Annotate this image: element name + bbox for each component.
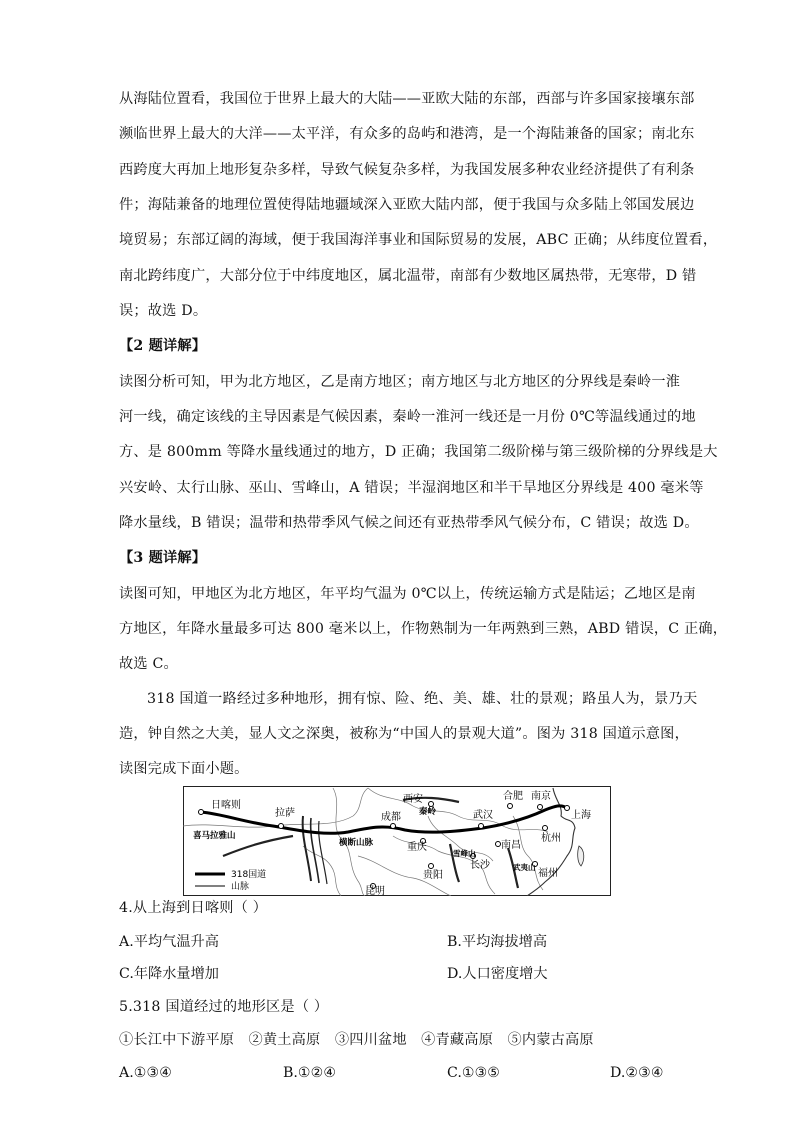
analysis1-line-2: 濒临世界上最大的大洋——太平洋，有众多的岛屿和港湾，是一个海陆兼备的国家；南北东 xyxy=(119,126,695,142)
q5-option-b[interactable]: B.①②④ xyxy=(283,1065,337,1081)
label-wuhan: 武汉 xyxy=(473,810,493,821)
label-guiyang: 贵阳 xyxy=(423,870,443,881)
analysis1-line-4: 件；海陆兼备的地理位置使得陆地疆域深入亚欧大陆内部，便于我国与众多陆上邻国发展边 xyxy=(119,197,695,213)
q2-line-3: 方、是 800mm 等降水量线通过的地方，D 正确；我国第二级阶梯与第三级阶梯的分界线是大 xyxy=(119,444,718,460)
q5-stem: 5.318 国道经过的地形区是（ ） xyxy=(119,999,329,1015)
q5-option-c[interactable]: C.①③⑤ xyxy=(447,1065,501,1081)
city-dot-rikaze xyxy=(199,810,204,815)
city-dot-nanchang xyxy=(496,842,501,847)
intro-line-2: 造，钟自然之大美，显人文之深奥，被称为“中国人的景观大道”。图为 318 国道示意图， xyxy=(119,726,689,742)
q3-line-2: 方地区，年降水量最多可达 800 毫米以上，作物熟制为一年两熟到三熟，ABD 错误，C 正确， xyxy=(119,621,728,637)
q5-option-a[interactable]: A.①③④ xyxy=(119,1065,172,1081)
label-xuefeng: 雪峰山 xyxy=(453,849,476,858)
analysis1-line-1: 从海陆位置看，我国位于世界上最大的大陆——亚欧大陆的东部，西部与许多国家接壤东部 xyxy=(119,91,695,107)
route-318-map xyxy=(183,786,611,896)
legend-mountain-label: 山脉 xyxy=(231,882,250,892)
map-svg xyxy=(183,786,611,896)
q2-line-5: 降水量线，B 错误；温带和热带季风气候之间还有亚热带季风气候分布，C 错误；故选 D。 xyxy=(119,515,699,531)
city-dot-lasa xyxy=(279,824,284,829)
city-dot-shanghai xyxy=(565,806,570,811)
q2-line-2: 河一线，确定该线的主导因素是气候因素，秦岭一淮河一线还是一月份 0℃等温线通过的地 xyxy=(119,409,696,425)
label-fuzhou: 福州 xyxy=(538,868,558,879)
q3-line-3: 故选 C。 xyxy=(119,656,178,672)
intro-line-1: 318 国道一路经过多种地形，拥有惊、险、绝、美、雄、壮的景观；路虽人为，景乃天 xyxy=(147,691,698,707)
city-dot-chengdu xyxy=(391,824,396,829)
label-lasa: 拉萨 xyxy=(275,808,295,819)
label-hangzhou: 杭州 xyxy=(541,833,561,844)
label-nanjing: 南京 xyxy=(531,791,551,802)
label-shanghai: 上海 xyxy=(571,810,591,821)
q3-heading: 【3 题详解】 xyxy=(119,550,207,566)
analysis1-line-5: 境贸易；东部辽阔的海域，便于我国海洋事业和国际贸易的发展，ABC 正确；从纬度位置看， xyxy=(119,232,718,248)
label-himalaya: 喜马拉雅山 xyxy=(193,831,236,841)
q2-line-4: 兴安岭、太行山脉、巫山、雪峰山，A 错误；半湿润地区和半干旱地区分界线是 400 毫米等 xyxy=(119,480,704,496)
analysis1-line-3: 西跨度大再加上地形复杂多样，导致气候复杂多样，为我国发展多种农业经济提供了有利条 xyxy=(119,162,695,178)
analysis1-line-6: 南北跨纬度广，大部分位于中纬度地区，属北温带，南部有少数地区属热带，无寒带，D 错 xyxy=(119,268,697,284)
label-changsha: 长沙 xyxy=(470,860,490,871)
label-chengdu: 成都 xyxy=(381,812,401,823)
q5-option-d[interactable]: D.②③④ xyxy=(610,1065,664,1081)
city-dot-hangzhou xyxy=(543,826,548,831)
label-rikaze: 日喀则 xyxy=(211,800,241,811)
label-xian: 西安 xyxy=(403,794,423,805)
legend-road-label: 318国道 xyxy=(231,870,267,880)
label-nanchang: 南昌 xyxy=(501,840,521,851)
q2-line-1: 读图分析可知，甲为北方地区，乙是南方地区；南方地区与北方地区的分界线是秦岭一淮 xyxy=(119,374,681,390)
city-dot-guiyang xyxy=(429,864,434,869)
q2-heading: 【2 题详解】 xyxy=(119,338,207,354)
city-dot-wuhan xyxy=(479,824,484,829)
analysis1-line-7: 误；故选 D。 xyxy=(119,303,208,319)
q4-option-b[interactable]: B.平均海拔增高 xyxy=(447,934,548,950)
q4-option-a[interactable]: A.平均气温升高 xyxy=(119,934,219,950)
city-dot-xian xyxy=(429,802,434,807)
label-wuyi: 武夷山 xyxy=(513,863,536,872)
q4-option-c[interactable]: C.年降水量增加 xyxy=(119,966,219,982)
label-qinling: 秦岭 xyxy=(419,807,437,817)
label-chongqing: 重庆 xyxy=(407,842,427,853)
label-hengduan: 横断山脉 xyxy=(339,838,374,848)
q3-line-1: 读图可知，甲地区为北方地区，年平均气温为 0℃以上，传统运输方式是陆运；乙地区是南 xyxy=(119,586,696,602)
q4-option-d[interactable]: D.人口密度增大 xyxy=(447,966,548,982)
q4-stem: 4.从上海到日喀则（ ） xyxy=(119,900,268,916)
intro-line-3: 读图完成下面小题。 xyxy=(119,761,249,777)
q5-items: ①长江中下游平原 ②黄土高原 ③四川盆地 ④青藏高原 ⑤内蒙古高原 xyxy=(119,1032,594,1048)
label-hefei: 合肥 xyxy=(503,791,523,802)
city-dot-hefei xyxy=(508,804,513,809)
label-kunming: 昆明 xyxy=(365,886,385,896)
city-dot-nanjing xyxy=(538,805,543,810)
